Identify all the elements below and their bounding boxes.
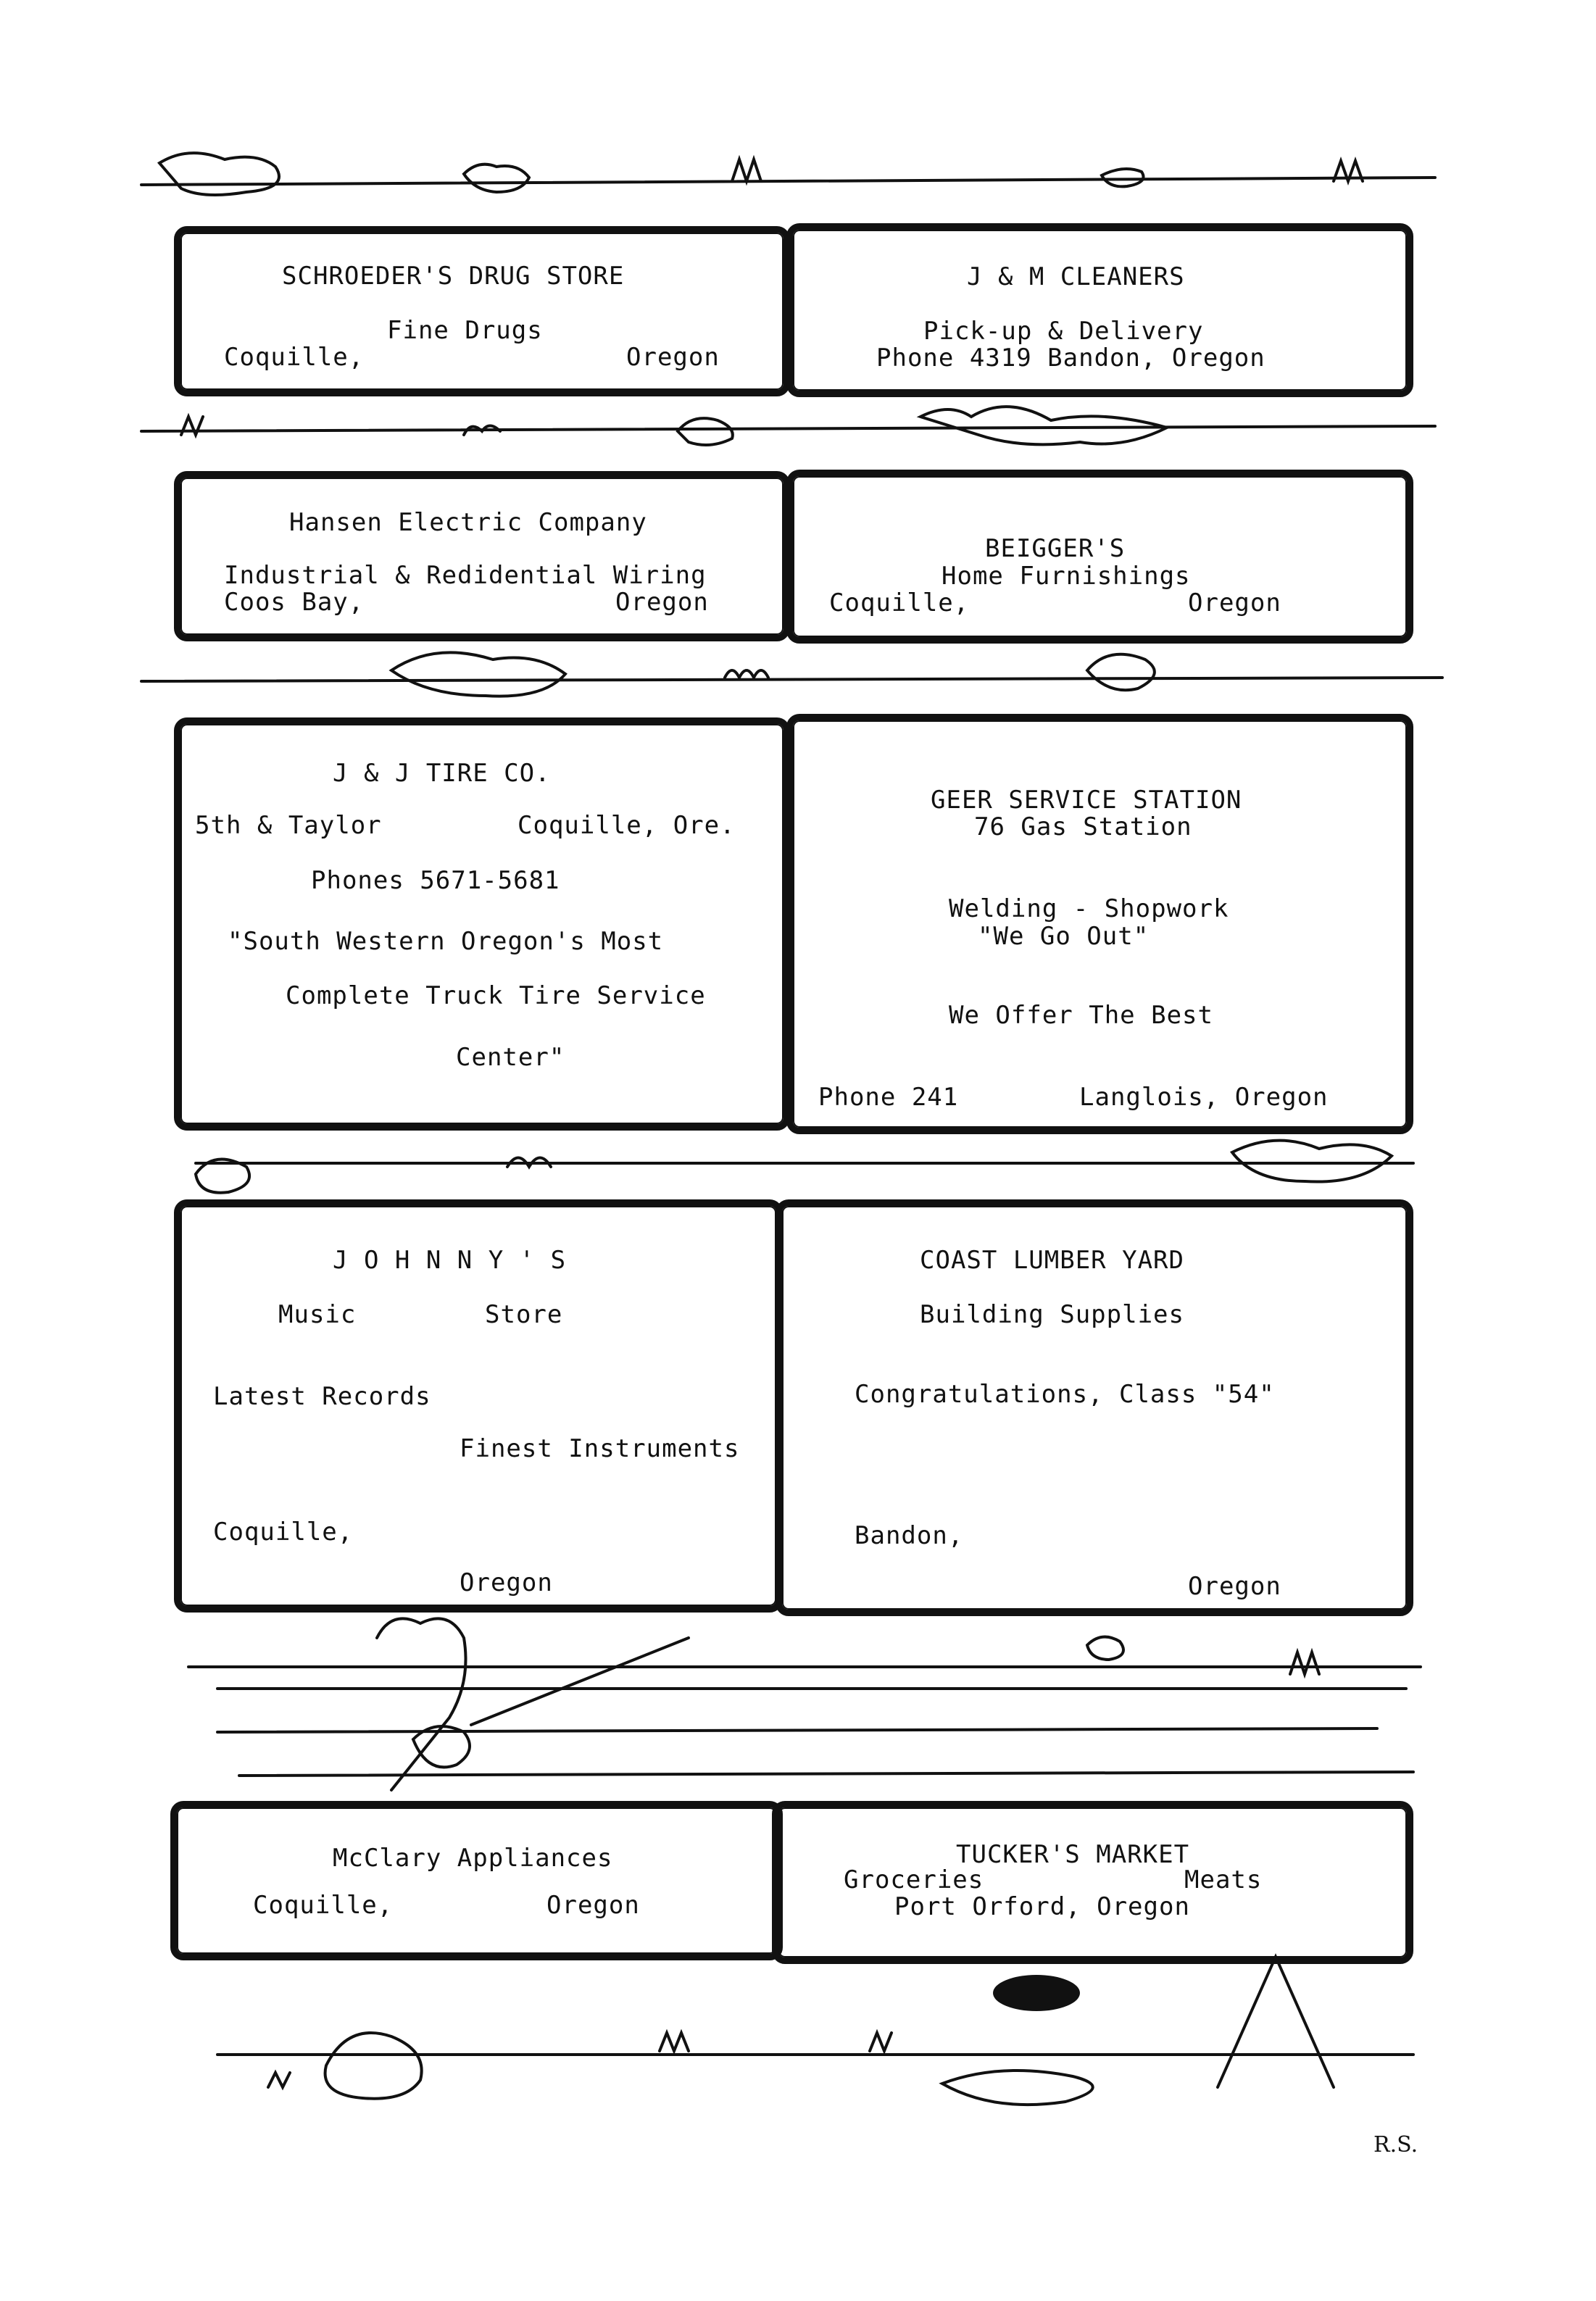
ad-city: Bandon,	[855, 1521, 964, 1550]
ad-word-store: Store	[485, 1300, 563, 1329]
ad-contact: Phone 4319 Bandon, Oregon	[876, 344, 1265, 373]
ad-line-1: Latest Records	[213, 1382, 431, 1411]
ad-tagline: Home Furnishings	[942, 562, 1191, 591]
ad-name: McClary Appliances	[333, 1844, 613, 1873]
ad-services: Welding - Shopwork	[949, 894, 1229, 923]
ad-state: Oregon	[546, 1891, 640, 1920]
ad-line-2: Finest Instruments	[460, 1434, 740, 1463]
shadow-blob-icon	[993, 1975, 1080, 2011]
ad-name: J & M CLEANERS	[967, 262, 1185, 291]
ad-city: Coos Bay,	[224, 588, 365, 617]
ad-tagline: Industrial & Redidential Wiring	[224, 561, 707, 590]
ad-state: Oregon	[615, 588, 709, 617]
ad-name: COAST LUMBER YARD	[920, 1246, 1184, 1275]
ad-city: Coquille,	[213, 1518, 354, 1547]
ad-name: J O H N N Y ' S	[333, 1246, 567, 1275]
ad-address: 5th & Taylor	[195, 811, 382, 840]
ad-item-1: Groceries	[844, 1865, 984, 1894]
ad-city: Coquille,	[829, 588, 970, 617]
ad-tagline: Fine Drugs	[387, 316, 543, 345]
ad-tagline: Building Supplies	[920, 1300, 1184, 1329]
ad-message: Congratulations, Class "54"	[855, 1380, 1275, 1409]
ad-state: Oregon	[1188, 1572, 1281, 1601]
ad-motto: "We Go Out"	[978, 922, 1150, 951]
ad-city: Coquille, Ore.	[518, 811, 736, 840]
ad-city: Coquille,	[224, 343, 365, 372]
ad-state: Oregon	[460, 1568, 553, 1597]
ad-quote-line-2: Complete Truck Tire Service	[286, 981, 706, 1010]
ad-location: Port Orford, Oregon	[894, 1892, 1190, 1921]
ad-quote-line-1: "South Western Oregon's Most	[228, 927, 664, 956]
ad-phone: Phone 241	[818, 1083, 959, 1112]
artist-signature: R.S.	[1373, 2132, 1418, 2158]
ad-tagline: Pick-up & Delivery	[923, 317, 1204, 346]
ad-state: Oregon	[626, 343, 720, 372]
ad-subtitle: 76 Gas Station	[974, 812, 1192, 841]
ad-offer: We Offer The Best	[949, 1001, 1213, 1030]
ad-name: J & J TIRE CO.	[333, 759, 551, 788]
ad-name: GEER SERVICE STATION	[931, 786, 1242, 815]
ad-location: Langlois, Oregon	[1079, 1083, 1329, 1112]
ad-state: Oregon	[1188, 588, 1281, 617]
ad-name: SCHROEDER'S DRUG STORE	[282, 262, 625, 291]
ad-name: TUCKER'S MARKET	[956, 1840, 1190, 1869]
ad-name: Hansen Electric Company	[289, 508, 647, 537]
ad-city: Coquille,	[253, 1891, 394, 1920]
ad-word-music: Music	[278, 1300, 357, 1329]
ad-quote-line-3: Center"	[456, 1043, 565, 1072]
ad-name: BEIGGER'S	[985, 534, 1126, 563]
ad-item-2: Meats	[1184, 1865, 1263, 1894]
ad-phones: Phones 5671-5681	[311, 866, 560, 895]
